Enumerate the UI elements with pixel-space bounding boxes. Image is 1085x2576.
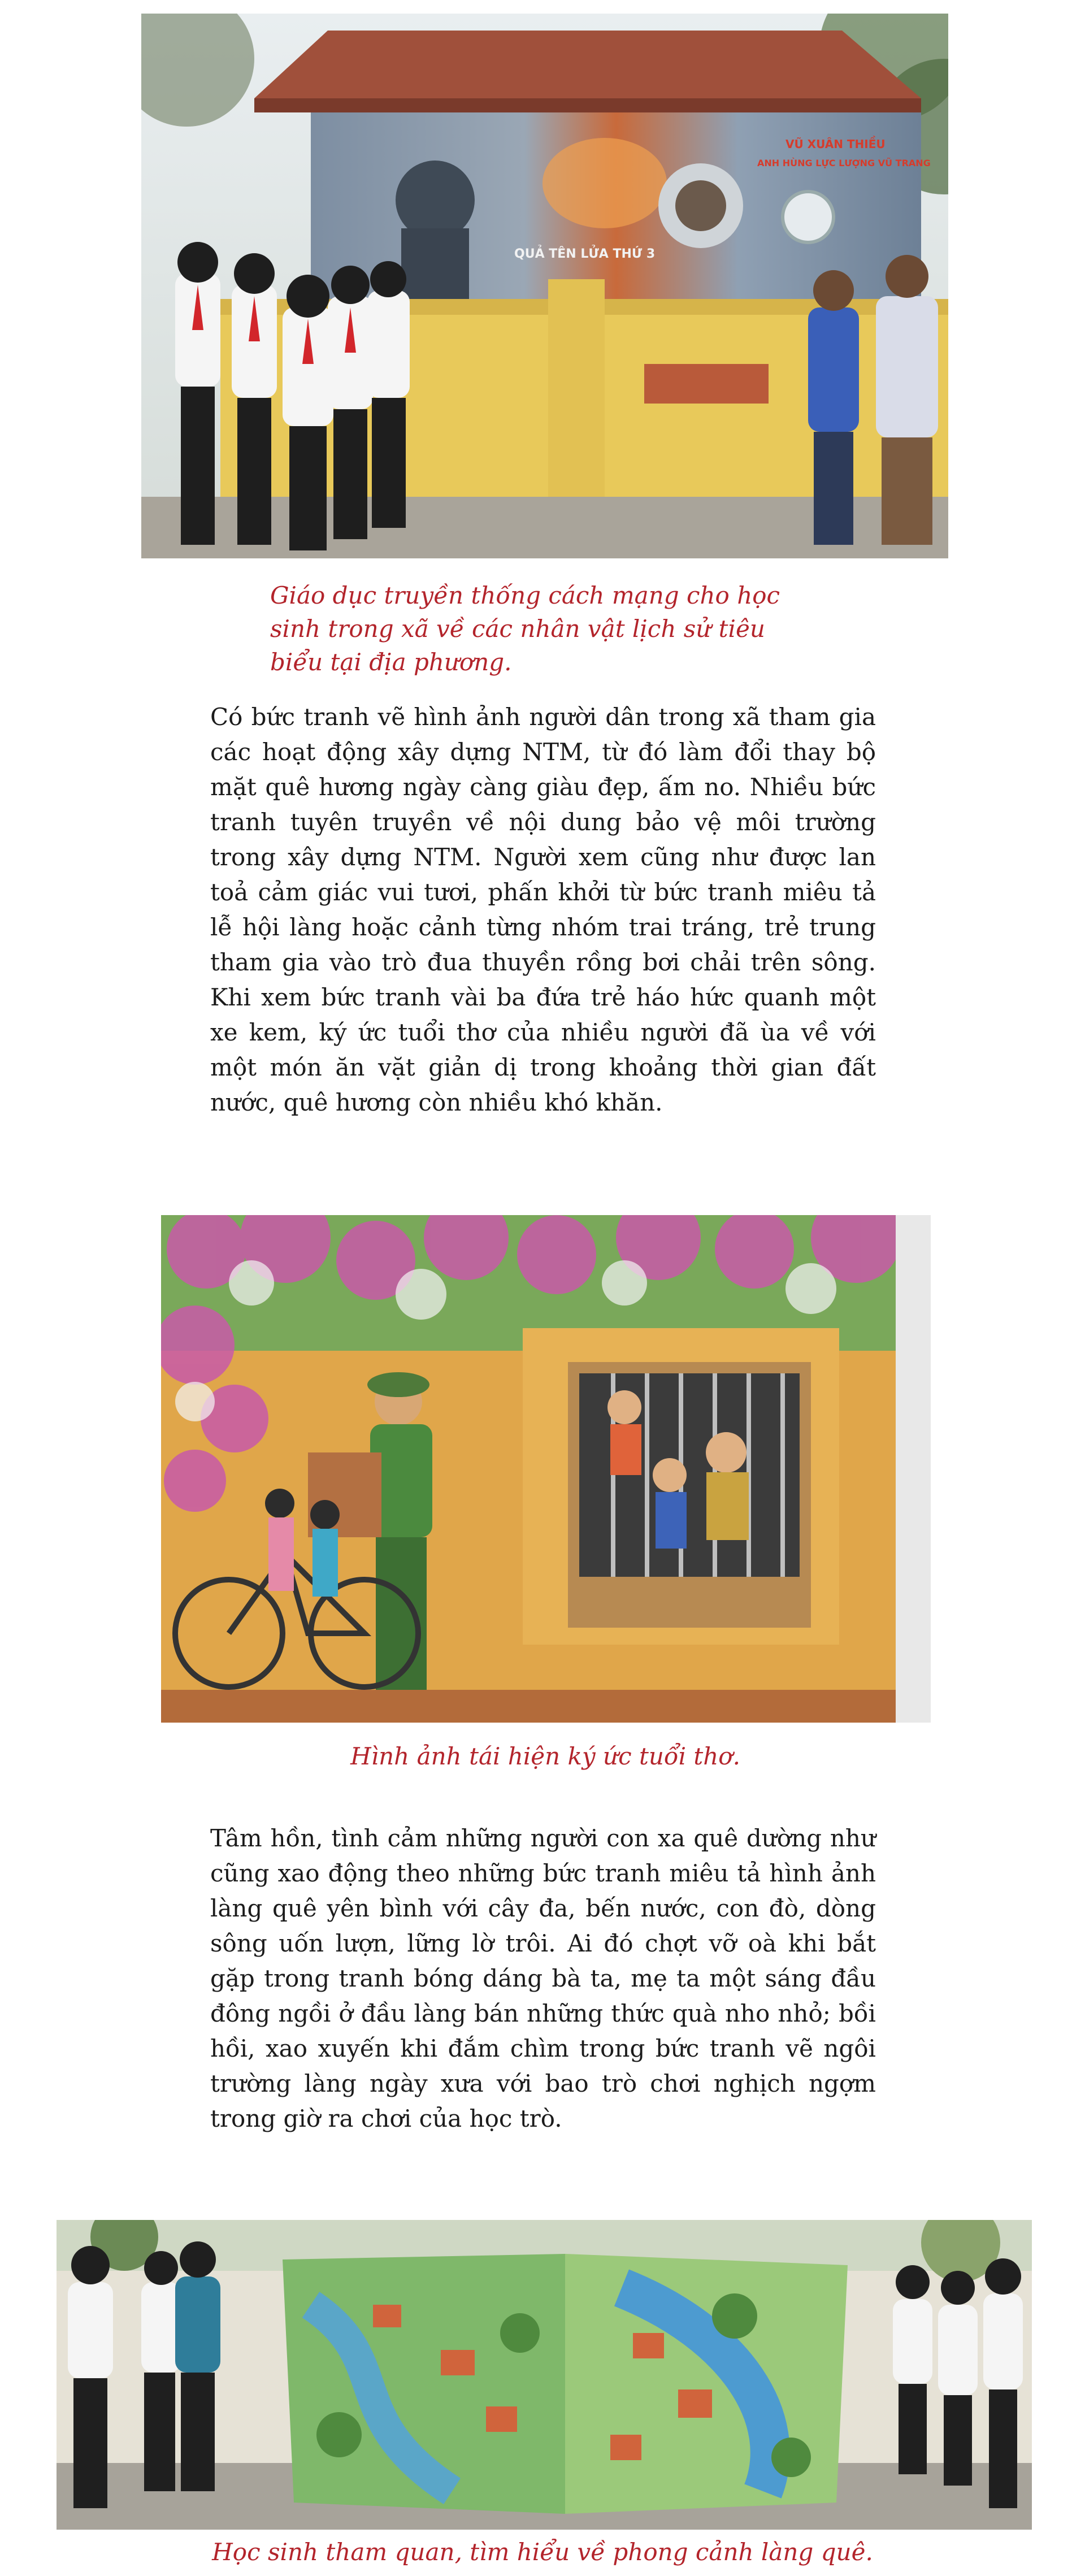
svg-text:QUẢ TÊN LỬA THỨ 3: QUẢ TÊN LỬA THỨ 3 <box>514 247 656 261</box>
mural-photo-illustration <box>141 14 948 558</box>
photo-childhood-memories <box>161 1215 931 1723</box>
childhood-mural-illustration <box>161 1215 931 1723</box>
caption-photo-village: Học sinh tham quan, tìm hiểu về phong cảnh làng quê. <box>212 2538 873 2566</box>
photo-mural-revolution <box>141 14 948 558</box>
village-mural-illustration <box>57 2220 1032 2530</box>
svg-text:VŨ XUÂN THIỀU: VŨ XUÂN THIỀU <box>785 137 886 151</box>
caption-photo-mural: Giáo dục truyền thống cách mạng cho học sinh trong xã về các nhân vật lịch sử tiêu biểu tại địa phương. <box>270 582 780 676</box>
caption-photo-childhood: Hình ảnh tái hiện ký ức tuổi thơ. <box>350 1742 740 1770</box>
svg-text:ANH HÙNG LỰC LƯỢNG VŨ TRANG: ANH HÙNG LỰC LƯỢNG VŨ TRANG <box>757 158 931 168</box>
paragraph-2: Tâm hồn, tình cảm những người con xa quê dường như cũng xao động theo những bức tranh miêu tả hình ảnh làng quê yên bình với cây đa, bến nước, con đò, dòng sông uốn lượn, lững lờ trôi. Ai đó chợt vỡ oà khi bắt gặp trong tranh bóng dáng bà ta, mẹ ta một sáng đầu đông ngồi ở đầu làng bán những thức quà nho nhỏ; bồi hồi, xao xuyến khi đắm chìm trong bức tranh vẽ ngôi trường làng ngày xưa với bao trò chơi nghịch ngợm trong giờ ra chơi của học trò. <box>210 1824 876 2132</box>
photo-village-landscape <box>57 2220 1032 2530</box>
paragraph-1: Có bức tranh vẽ hình ảnh người dân trong xã tham gia các hoạt động xây dựng NTM, từ đó làm đổi thay bộ mặt quê hương ngày càng giàu đẹp, ấm no. Nhiều bức tranh tuyên truyền về nội dung bảo vệ môi trường trong xây dựng NTM. Người xem cũng như được lan toả cảm giác vui tươi, phấn khởi từ bức tranh miêu tả lễ hội làng hoặc cảnh từng nhóm trai tráng, trẻ trung tham gia vào trò đua thuyền rồng bơi chải trên sông. Khi xem bức tranh vài ba đứa trẻ háo hức quanh một xe kem, ký ức tuổi thơ của nhiều người đã ùa về với một món ăn vặt giản dị trong khoảng thời gian đất nước, quê hương còn nhiều khó khăn. <box>210 703 876 1116</box>
